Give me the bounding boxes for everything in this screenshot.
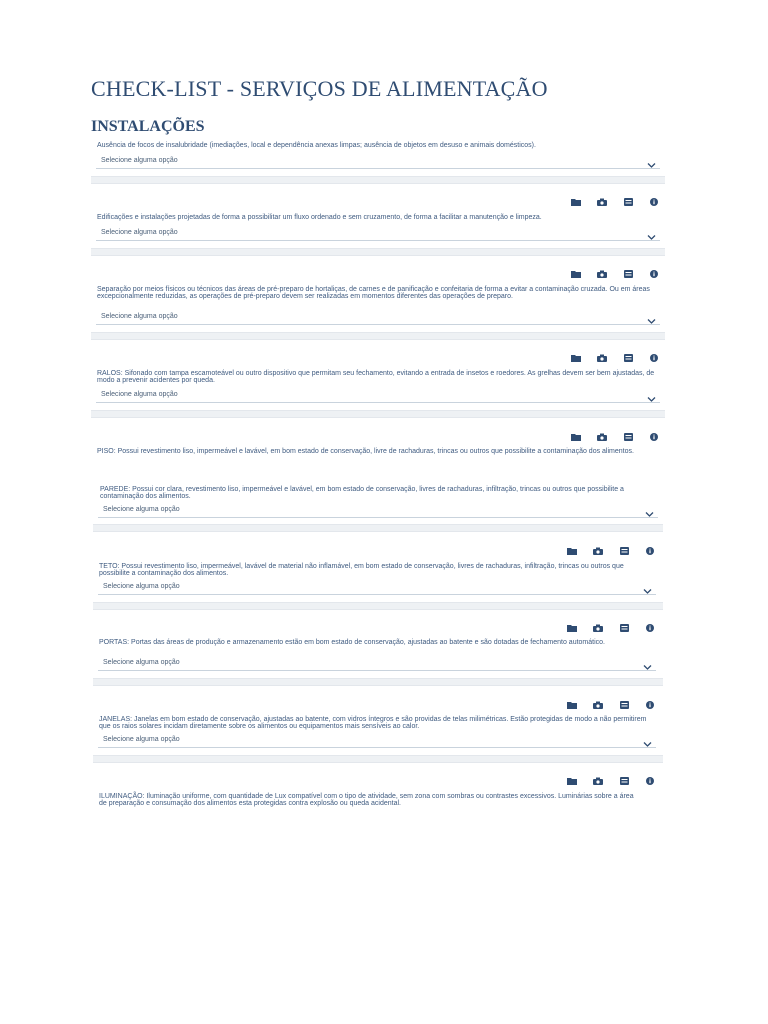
chevron-down-icon xyxy=(647,390,656,408)
option-select[interactable] xyxy=(96,154,660,169)
notes-icon[interactable] xyxy=(618,622,630,634)
info-icon[interactable] xyxy=(644,699,656,711)
info-icon[interactable] xyxy=(648,352,660,364)
chevron-down-icon xyxy=(645,505,654,523)
section-title: INSTALAÇÕES xyxy=(91,118,205,135)
camera-icon[interactable] xyxy=(596,196,608,208)
item-toolbar xyxy=(570,196,660,208)
notes-icon[interactable] xyxy=(622,268,634,280)
option-select[interactable] xyxy=(98,656,656,671)
item-toolbar xyxy=(566,699,656,711)
question-text: Edificações e instalações projetadas de forma a possibilitar um fluxo ordenado e sem cruzamento, de forma a facilitar a manutenção e limpeza. xyxy=(97,214,542,221)
chevron-down-icon xyxy=(647,156,656,174)
camera-icon[interactable] xyxy=(592,699,604,711)
select-placeholder: Selecione alguma opção xyxy=(101,229,178,236)
notes-icon[interactable] xyxy=(622,352,634,364)
item-toolbar xyxy=(566,545,656,557)
divider xyxy=(91,248,665,256)
option-select[interactable] xyxy=(96,388,660,403)
folder-icon[interactable] xyxy=(566,622,578,634)
option-select[interactable] xyxy=(96,226,660,241)
folder-icon[interactable] xyxy=(570,268,582,280)
notes-icon[interactable] xyxy=(622,431,634,443)
camera-icon[interactable] xyxy=(592,622,604,634)
notes-icon[interactable] xyxy=(618,775,630,787)
info-icon[interactable] xyxy=(644,622,656,634)
folder-icon[interactable] xyxy=(570,431,582,443)
option-select[interactable] xyxy=(98,733,656,748)
info-icon[interactable] xyxy=(648,196,660,208)
question-text: ILUMINAÇÃO: Iluminação uniforme, com quantidade de Lux compatível com o tipo de atividade, sem zona com sombras ou contrastes excessivos. Luminárias sobre a área de preparação e consumação dos alimentos esta protegidas contra explosão ou queda acidental. xyxy=(99,793,634,807)
question-text: RALOS: Sifonado com tampa escamoteável ou outro dispositivo que permitam seu fechamento, evitando a entrada de insetos e roedores. As grelhas devem ser bem ajustadas, de modo a prevenir acidentes por queda. xyxy=(97,370,655,384)
item-toolbar xyxy=(570,352,660,364)
camera-icon[interactable] xyxy=(596,431,608,443)
notes-icon[interactable] xyxy=(618,545,630,557)
select-placeholder: Selecione alguma opção xyxy=(103,583,180,590)
folder-icon[interactable] xyxy=(570,352,582,364)
select-placeholder: Selecione alguma opção xyxy=(101,157,178,164)
question-text: JANELAS: Janelas em bom estado de conservação, ajustadas ao batente, com vidros íntegros e são providas de telas milimétricas. Estão protegidas de modo a não permitirem que os raios solares incidam diretamente sobre os alimentos ou equipamentos mais sensíveis ao calor. xyxy=(99,716,647,730)
chevron-down-icon xyxy=(643,735,652,753)
divider xyxy=(93,678,663,686)
divider xyxy=(93,602,663,610)
item-toolbar xyxy=(566,775,656,787)
folder-icon[interactable] xyxy=(570,196,582,208)
info-icon[interactable] xyxy=(648,268,660,280)
camera-icon[interactable] xyxy=(596,268,608,280)
item-toolbar xyxy=(570,431,660,443)
chevron-down-icon xyxy=(647,312,656,330)
question-text: PORTAS: Portas das áreas de produção e armazenamento estão em bom estado de conservação, ajustadas ao batente e são dotadas de fechamento automático. xyxy=(99,639,605,646)
divider xyxy=(93,755,663,763)
divider xyxy=(91,176,665,184)
question-text: PISO: Possui revestimento liso, impermeável e lavável, em bom estado de conservação, livre de rachaduras, trincas ou outros que possibilite a contaminação dos alimentos. xyxy=(97,448,634,455)
option-select[interactable] xyxy=(96,310,660,325)
folder-icon[interactable] xyxy=(566,699,578,711)
chevron-down-icon xyxy=(647,228,656,246)
option-select[interactable] xyxy=(98,580,656,595)
select-placeholder: Selecione alguma opção xyxy=(103,736,180,743)
select-placeholder: Selecione alguma opção xyxy=(101,391,178,398)
camera-icon[interactable] xyxy=(596,352,608,364)
notes-icon[interactable] xyxy=(622,196,634,208)
info-icon[interactable] xyxy=(644,775,656,787)
camera-icon[interactable] xyxy=(592,775,604,787)
select-placeholder: Selecione alguma opção xyxy=(103,659,180,666)
item-toolbar xyxy=(566,622,656,634)
question-text: PAREDE: Possui cor clara, revestimento liso, impermeável e lavável, em bom estado de conservação, livres de rachaduras, infiltração, trincas ou outros que possibilite a contaminação dos alimentos. xyxy=(100,486,624,500)
item-toolbar xyxy=(570,268,660,280)
camera-icon[interactable] xyxy=(592,545,604,557)
page-title: CHECK-LIST - SERVIÇOS DE ALIMENTAÇÃO xyxy=(91,76,548,101)
chevron-down-icon xyxy=(643,582,652,600)
info-icon[interactable] xyxy=(644,545,656,557)
divider xyxy=(91,332,665,340)
folder-icon[interactable] xyxy=(566,775,578,787)
question-text: TETO: Possui revestimento liso, impermeável, lavável de material não inflamável, em bom estado de conservação, livres de rachaduras, infiltração, trincas ou outros que possibilite a contaminação dos alimentos. xyxy=(99,563,624,577)
divider xyxy=(93,524,663,532)
select-placeholder: Selecione alguma opção xyxy=(103,506,180,513)
chevron-down-icon xyxy=(643,658,652,676)
folder-icon[interactable] xyxy=(566,545,578,557)
option-select[interactable] xyxy=(98,503,658,518)
question-text: Separação por meios físicos ou técnicos das áreas de pré-preparo de hortaliças, de carnes e de panificação e confeitaria de forma a evitar a contaminação cruzada. Ou em áreas excepcionalmente reduzidas, as operações de pré-preparo devem ser realizadas em momentos diferentes das operações de preparo. xyxy=(97,286,650,300)
question-text: Ausência de focos de insalubridade (imediações, local e dependência anexas limpas; ausência de objetos em desuso e animais domésticos). xyxy=(97,142,536,149)
info-icon[interactable] xyxy=(648,431,660,443)
select-placeholder: Selecione alguma opção xyxy=(101,313,178,320)
notes-icon[interactable] xyxy=(618,699,630,711)
divider xyxy=(91,410,665,418)
